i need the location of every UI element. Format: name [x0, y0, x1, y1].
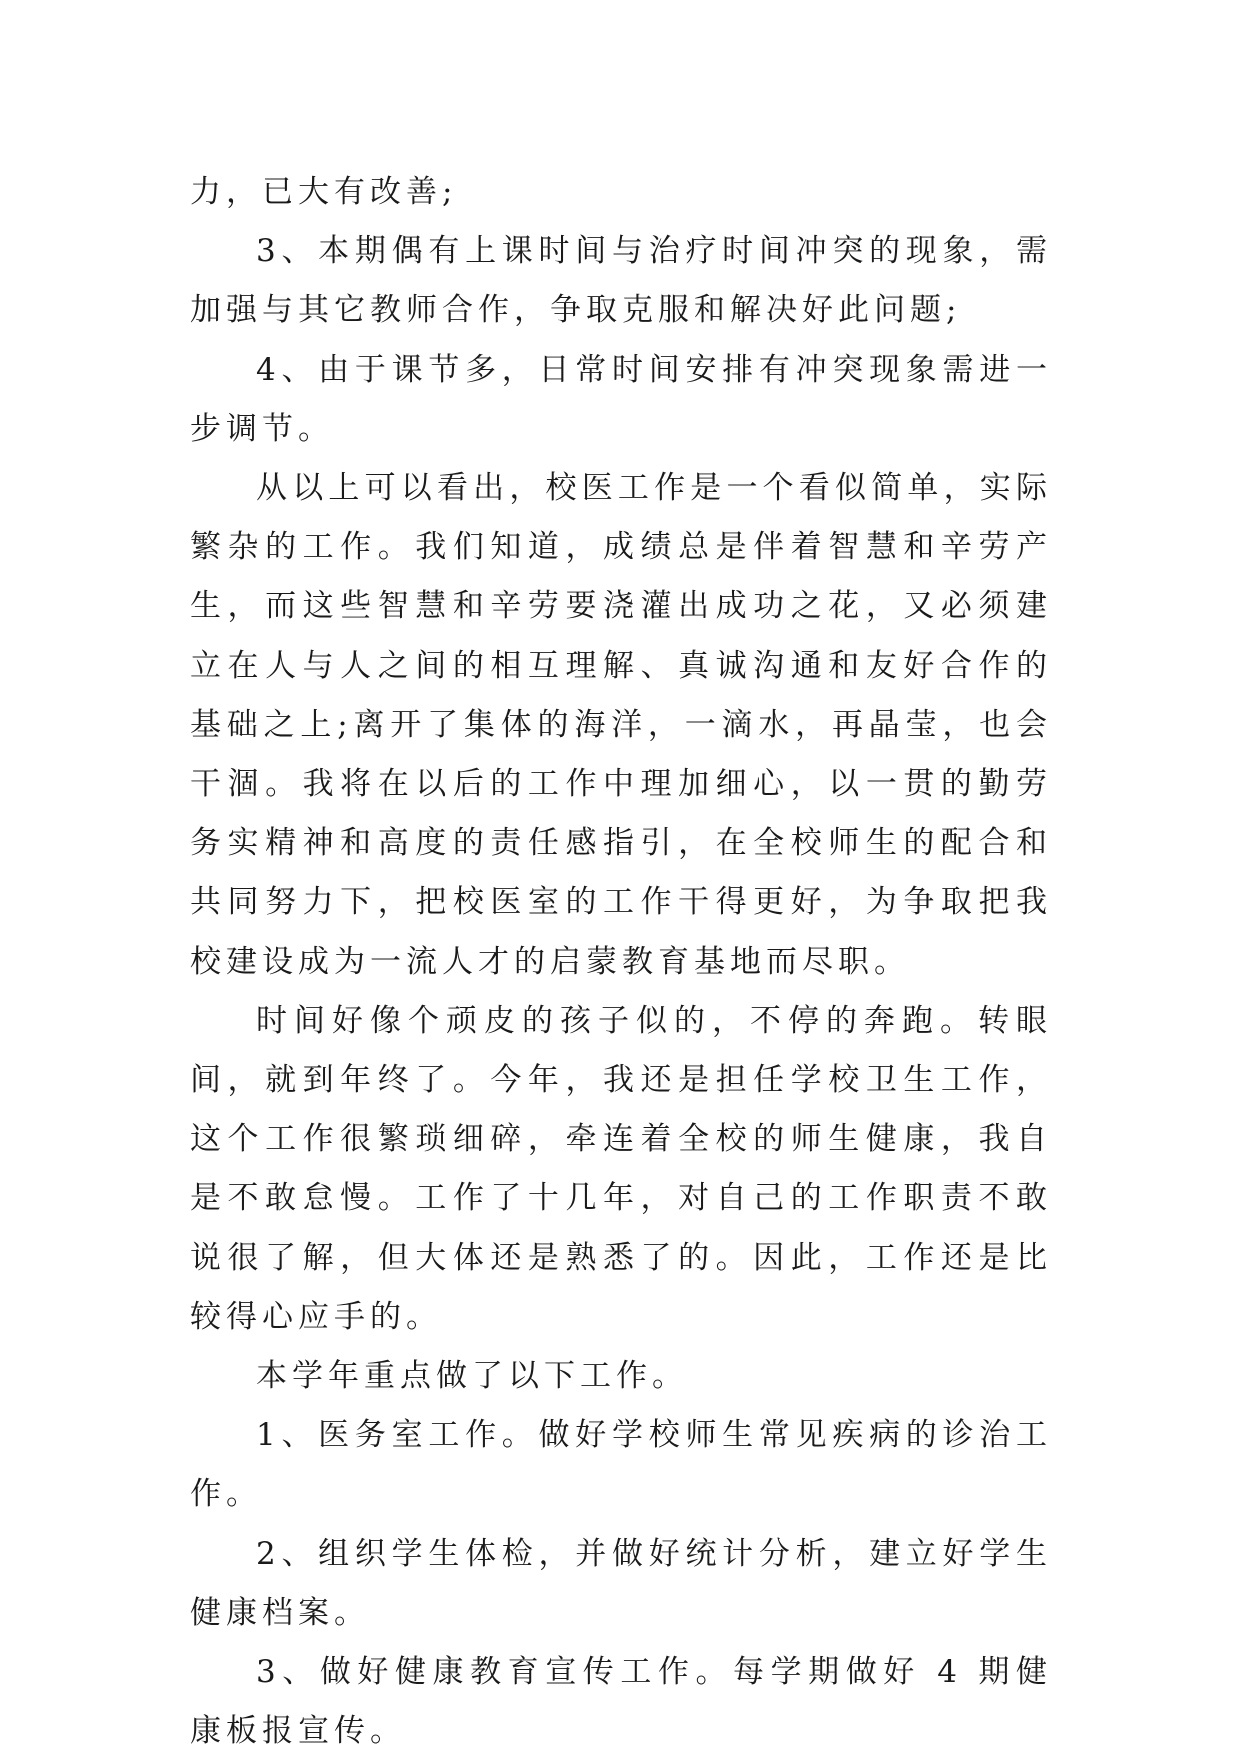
paragraph-item-4: 4、由于课节多，日常时间安排有冲突现象需进一步调节。 [190, 351, 1052, 447]
paragraph-work-1: 1、医务室工作。做好学校师生常见疾病的诊治工作。 [190, 1417, 1052, 1513]
paragraph-continuation: 力，已大有改善; [190, 174, 458, 210]
paragraph-work-heading: 本学年重点做了以下工作。 [256, 1358, 688, 1395]
paragraph-work-2: 2、组织学生体检，并做好统计分析，建立好学生健康档案。 [190, 1535, 1052, 1631]
paragraph-intro: 时间好像个顽皮的孩子似的，不停的奔跑。转眼间，就到年终了。今年，我还是担任学校卫生工作，这个工作很繁琐细碎，牵连着全校的师生健康，我自是不敢怠慢。工作了十几年，对自己的工作职责不敢说很了解，但大体还是熟悉了的。因此，工作还是比较得心应手的。 [190, 1002, 1052, 1335]
paragraph-summary: 从以上可以看出，校医工作是一个看似简单，实际繁杂的工作。我们知道，成绩总是伴着智慧和辛劳产生，而这些智慧和辛劳要浇灌出成功之花，又必须建立在人与人之间的相互理解、真诚沟通和友好合作的基础之上;离开了集体的海洋，一滴水，再晶莹，也会干涸。我将在以后的工作中理加细心，以一贯的勤劳务实精神和高度的责任感指引，在全校师生的配合和共同努力下，把校医室的工作干得更好，为争取把我校建设成为一流人才的启蒙教育基地而尽职。 [190, 470, 1052, 980]
document-body [190, 163, 1052, 1761]
paragraph-work-3: 3、做好健康教育宣传工作。每学期做好 4 期健康板报宣传。 [190, 1654, 1052, 1750]
paragraph-item-3: 3、本期偶有上课时间与治疗时间冲突的现象，需加强与其它教师合作，争取克服和解决好此问题; [190, 233, 1052, 329]
